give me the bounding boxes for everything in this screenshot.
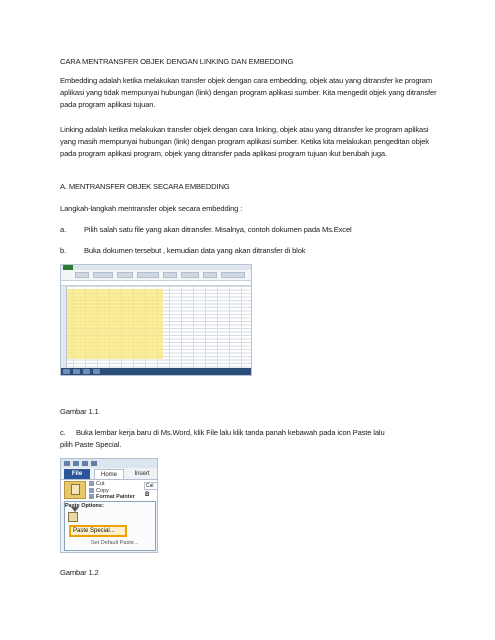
step-b-marker: b.	[60, 246, 67, 255]
excel-selected-block	[67, 289, 163, 359]
step-c-marker: c.	[60, 428, 66, 437]
excel-ribbon	[61, 270, 251, 281]
copy-icon	[89, 488, 94, 493]
step-a-marker: a.	[60, 225, 67, 234]
paste-special-item: Paste Special...	[69, 525, 127, 537]
word-bold-button: B	[145, 492, 150, 498]
word-font-box: Cal	[144, 482, 158, 490]
step-c-line-1: Buka lembar kerja baru di Ms.Word, klik File lalu klik tanda panah kebawah pada icon Paste lalu	[76, 428, 385, 437]
word-screenshot-figure	[60, 458, 158, 553]
word-quick-access-bar	[61, 459, 157, 468]
word-cut-command: Cut	[89, 481, 105, 488]
excel-screenshot-figure	[60, 264, 252, 376]
word-file-tab: File	[64, 469, 90, 479]
clipboard-icon	[71, 484, 80, 495]
word-copy-command: Copy	[89, 488, 109, 495]
steps-label: Langkah-langkah mentransfer objek secara embedding :	[60, 204, 243, 213]
word-format-painter-command: Format Painter	[89, 494, 135, 501]
step-c-text	[60, 427, 446, 449]
windows-taskbar	[61, 368, 251, 375]
word-home-tab: Home	[94, 469, 124, 479]
word-paste-button	[64, 481, 86, 499]
section-heading-a: A. MENTRANSFER OBJEK SECARA EMBEDDING	[60, 182, 230, 191]
step-c-line-2: pilih Paste Special.	[60, 440, 122, 449]
step-b-text: Buka dokumen tersebut , kemudian data yang akan ditransfer di blok	[84, 246, 306, 255]
paste-option-icon	[68, 512, 78, 522]
scissors-icon	[89, 481, 94, 486]
step-a-text: Pilih salah satu file yang akan ditransfer. Misalnya, contoh dokumen pada Ms.Excel	[84, 225, 352, 234]
caption-figure-1: Gambar 1.1	[60, 407, 99, 416]
set-default-paste-item: Set Default Paste...	[91, 540, 139, 546]
paragraph-embedding: Embedding adalah ketika melakukan transfer objek dengan cara embedding, objek atau yang ditransfer ke program aplikasi yang tidak mempunyai hubungan (link) dengan program aplikasi sumber. Kita mengedit objek yang ditransfer pada program aplikasi tujuan.	[60, 76, 437, 109]
paste-options-heading: Paste Options:	[65, 503, 104, 509]
brush-icon	[89, 494, 94, 499]
caption-figure-2: Gambar 1.2	[60, 568, 99, 577]
word-insert-tab: Insert	[134, 471, 150, 477]
paragraph-linking: Linking adalah ketika melakukan transfer objek dengan cara linking, objek atau yang ditransfer ke program aplikasi yang masih mempunyai hubungan (link) dengan program aplikasi sumber. Ketika kita melakukan pengeditan objek pada program aplikasi program, objek yang ditransfer pada aplikasi program tujuan ikut berubah juga.	[60, 125, 429, 158]
document-title: CARA MENTRANSFER OBJEK DENGAN LINKING DAN EMBEDDING	[60, 57, 294, 66]
